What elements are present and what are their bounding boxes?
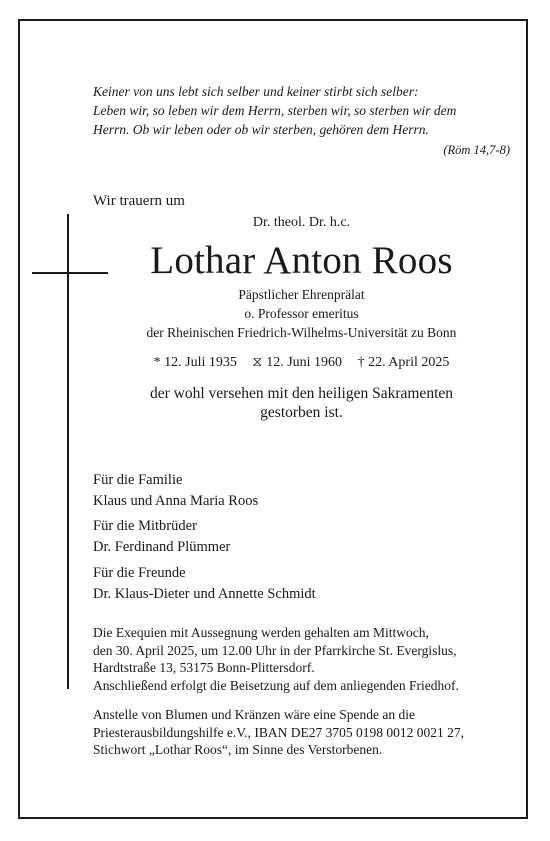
mourning-intro: Wir trauern um	[93, 193, 185, 209]
sacraments-line: der wohl versehen mit den heiligen Sakramenten	[149, 385, 453, 402]
brothers-group	[93, 516, 230, 558]
group-label: Für die Mitbrüder	[93, 518, 197, 534]
funeral-details	[93, 624, 459, 694]
deceased-titles: Dr. theol. Dr. h.c.	[252, 215, 351, 230]
bible-verse	[93, 82, 456, 139]
group-label: Für die Familie	[93, 472, 183, 488]
group-names: Dr. Ferdinand Plümmer	[93, 539, 231, 555]
group-label: Für die Freunde	[93, 565, 186, 581]
donation-line: Anstelle von Blumen und Kränzen wäre eine Spende an die	[93, 707, 416, 722]
donation-line: Priesterausbildungshilfe e.V., IBAN DE27 3705 0198 0012 0021 27,	[93, 724, 464, 740]
cross-icon	[67, 214, 69, 689]
friends-group	[93, 563, 316, 605]
role-line: o. Professor emeritus	[244, 306, 359, 321]
verse-line: Herrn. Ob wir leben oder ob wir sterben, gehören dem Herrn.	[93, 122, 429, 137]
funeral-line: Anschließend erfolgt die Beisetzung auf dem anliegenden Friedhof.	[93, 677, 459, 693]
hourglass-icon: ⧖	[252, 355, 263, 370]
death-date: † 22. April 2025	[357, 355, 450, 370]
group-names: Dr. Klaus-Dieter und Annette Schmidt	[93, 586, 316, 602]
sacraments-line: gestorben ist.	[260, 404, 343, 421]
family-group	[93, 470, 258, 512]
ordination	[252, 355, 342, 370]
funeral-line: Die Exequien mit Aussegnung werden gehalten am Mittwoch,	[93, 625, 429, 640]
funeral-line: den 30. April 2025, um 12.00 Uhr in der Pfarrkirche St. Evergislus,	[93, 642, 457, 658]
verse-reference: (Röm 14,7-8)	[443, 143, 510, 157]
verse-line: Keiner von uns lebt sich selber und keiner stirbt sich selber:	[93, 84, 419, 99]
group-names: Klaus und Anna Maria Roos	[93, 493, 259, 509]
ordination-date: 12. Juni 1960	[266, 355, 343, 370]
donation-request	[93, 706, 464, 759]
donation-line: Stichwort „Lothar Roos“, im Sinne des Verstorbenen.	[93, 742, 383, 757]
role-line: der Rheinischen Friedrich-Wilhelms-Universität zu Bonn	[146, 325, 457, 340]
verse-line: Leben wir, so leben wir dem Herrn, sterben wir, so sterben wir dem	[93, 103, 457, 118]
birth-date: * 12. Juli 1935	[153, 355, 237, 370]
role-line: Päpstlicher Ehrenprälat	[238, 287, 365, 302]
funeral-line: Hardtstraße 13, 53175 Bonn-Plittersdorf.	[93, 660, 315, 675]
life-dates	[80, 355, 523, 371]
deceased-name: Lothar Anton Roos	[150, 239, 453, 282]
